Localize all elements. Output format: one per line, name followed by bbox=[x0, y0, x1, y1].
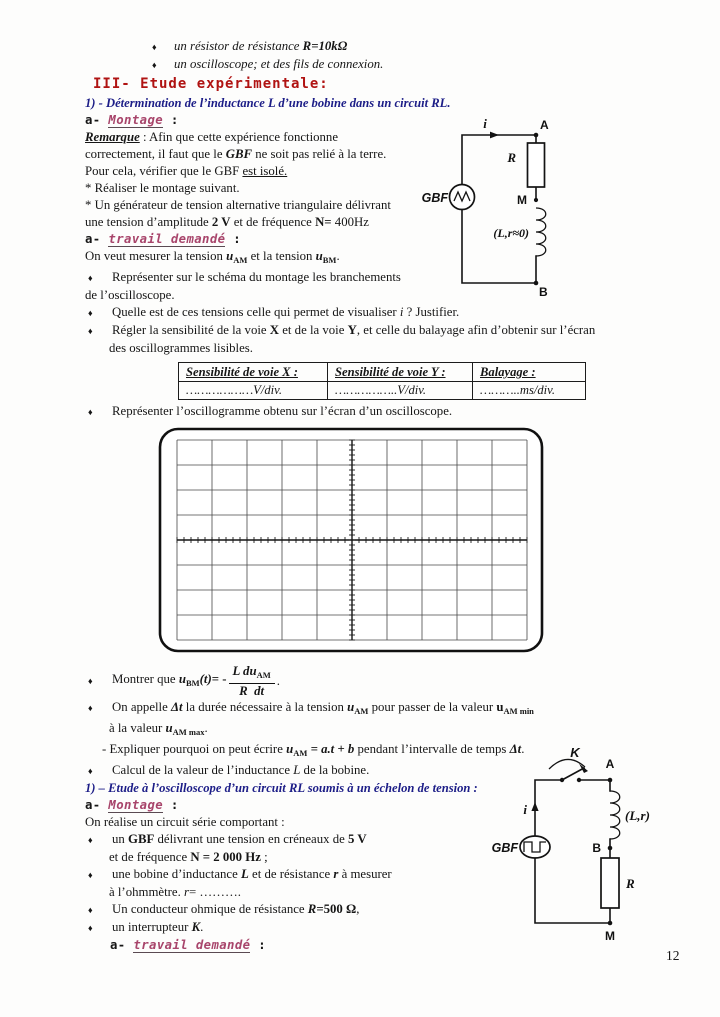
text-segment: un résistor de résistance bbox=[174, 39, 303, 53]
diamond-bullet-icon: ♦ bbox=[152, 60, 157, 70]
text-segment: un bbox=[112, 832, 128, 846]
inductor-label: (L,r) bbox=[625, 808, 650, 823]
text-segment: 1) – Etude à l’oscilloscope d’un circuit RL soumis à un échelon de tension : bbox=[85, 781, 478, 795]
text-segment: L bbox=[293, 763, 301, 777]
question-text bbox=[112, 762, 369, 779]
inductor-label: (L,r≈0) bbox=[493, 226, 529, 240]
text-segment: AM bbox=[256, 670, 271, 680]
text-segment: du bbox=[243, 664, 257, 678]
text-segment: AM bbox=[354, 706, 369, 716]
text-segment: N= bbox=[315, 215, 332, 229]
remark-line-3 bbox=[85, 163, 713, 180]
text-segment: r bbox=[183, 885, 189, 899]
diamond-bullet-icon: ♦ bbox=[88, 407, 93, 417]
text-segment: Y bbox=[347, 323, 357, 337]
travail-demande-subheading bbox=[85, 231, 713, 248]
diamond-bullet-icon: ♦ bbox=[152, 42, 157, 52]
text-segment: a- bbox=[110, 938, 134, 952]
switch-contact-left bbox=[560, 778, 564, 782]
oscilloscope-grid-figure bbox=[157, 426, 545, 654]
current-arrow-icon bbox=[490, 132, 499, 139]
text-segment: , et celle du balayage afin d’obtenir sur l’écran bbox=[356, 323, 596, 337]
text-segment: a- bbox=[85, 113, 109, 127]
text-segment: : bbox=[250, 938, 267, 952]
resistor-label: R bbox=[626, 876, 635, 891]
page-number: 12 bbox=[666, 948, 680, 963]
diamond-bullet-icon: ♦ bbox=[88, 905, 93, 915]
text-segment: à mesurer bbox=[338, 867, 392, 881]
text-segment: Montage bbox=[108, 113, 164, 127]
text-segment: : bbox=[225, 232, 242, 246]
text-segment: 1) - Détermination de l’inductance L d’une bobine dans un circuit RL. bbox=[85, 96, 451, 110]
table-value-balayage: ………..ms/div. bbox=[473, 382, 586, 400]
text-segment: 400Hz bbox=[331, 215, 369, 229]
node-b bbox=[608, 846, 613, 851]
text-segment: de l’oscilloscope. bbox=[85, 288, 175, 302]
text-segment: un oscilloscope; et des fils de connexion. bbox=[174, 57, 384, 71]
node-m bbox=[608, 921, 613, 926]
text-segment: GBF bbox=[128, 832, 155, 846]
table-header-voie-y: Sensibilité de voie Y : bbox=[328, 363, 473, 382]
text-segment: R bbox=[239, 684, 248, 698]
node-label-a: A bbox=[540, 118, 549, 132]
text-segment: r bbox=[333, 867, 339, 881]
text-segment: N = 2 000 Hz bbox=[190, 850, 261, 864]
current-arrow-icon bbox=[531, 802, 538, 811]
table-header-voie-x: Sensibilité de voie X : bbox=[179, 363, 328, 382]
remark-line-1 bbox=[85, 129, 713, 146]
diamond-bullet-icon: ♦ bbox=[88, 326, 93, 336]
question-montrer-formule bbox=[85, 665, 713, 698]
text-segment: pour passer de la valeur bbox=[368, 700, 497, 714]
diamond-bullet-icon: ♦ bbox=[88, 676, 93, 686]
text-segment: - Expliquer pourquoi on peut écrire bbox=[102, 742, 287, 756]
text-segment: . bbox=[336, 249, 340, 263]
text-segment: * Un générateur de tension alternative triangulaire délivrant bbox=[85, 198, 391, 212]
text-segment: L bbox=[241, 867, 249, 881]
oscilloscope-screen bbox=[157, 426, 713, 659]
gbf-label: GBF bbox=[421, 191, 448, 205]
diamond-bullet-icon: ♦ bbox=[88, 766, 93, 776]
table-value-row bbox=[179, 382, 586, 400]
text-segment: de la bobine. bbox=[300, 763, 370, 777]
text-segment: u bbox=[165, 721, 173, 735]
text-segment: X bbox=[269, 323, 280, 337]
node-label-b: B bbox=[539, 285, 548, 299]
diamond-bullet-icon: ♦ bbox=[88, 308, 93, 318]
node-b bbox=[534, 281, 539, 286]
text-segment: . bbox=[200, 920, 204, 934]
diamond-bullet-icon: ♦ bbox=[88, 870, 93, 880]
text-segment: a- bbox=[85, 798, 109, 812]
text-segment: u bbox=[286, 742, 294, 756]
diamond-bullet-icon: ♦ bbox=[88, 273, 93, 283]
text-segment: travail demandé bbox=[133, 938, 251, 952]
node-a bbox=[608, 778, 613, 783]
text-segment: L bbox=[232, 664, 244, 678]
text-segment: dt bbox=[254, 684, 265, 698]
text-segment: * Réaliser le montage suivant. bbox=[85, 181, 240, 195]
resistor-label: R bbox=[507, 150, 516, 165]
text-segment: : Afin que cette expérience fonctionne bbox=[139, 130, 339, 144]
text-segment: = ………. bbox=[188, 885, 241, 899]
text-segment: 2 V bbox=[211, 215, 231, 229]
text-segment: , bbox=[356, 902, 360, 916]
text-segment: a- bbox=[85, 232, 109, 246]
text-segment: = a.t + b bbox=[307, 742, 355, 756]
question-sensibilite-cont bbox=[109, 340, 713, 357]
text-segment: u bbox=[315, 249, 323, 263]
question-text bbox=[112, 304, 459, 321]
remark-line-2 bbox=[85, 146, 713, 163]
switch-contact-right bbox=[577, 778, 581, 782]
text-segment: AM min bbox=[503, 706, 534, 716]
question-text bbox=[112, 269, 401, 286]
node-label-b: B bbox=[592, 841, 601, 855]
node-label-a: A bbox=[605, 757, 615, 771]
generator-line-2 bbox=[85, 214, 713, 231]
text-segment: Δt bbox=[171, 700, 183, 714]
formula-suffix bbox=[277, 673, 280, 690]
text-segment: u bbox=[347, 700, 355, 714]
node-m bbox=[534, 198, 538, 202]
intro-item-text bbox=[174, 56, 383, 73]
text-segment: BM bbox=[185, 678, 200, 688]
table-header-row bbox=[179, 363, 586, 382]
question-text bbox=[112, 403, 452, 420]
text-segment: On veut mesurer la tension bbox=[85, 249, 227, 263]
node-label-m: M bbox=[605, 929, 615, 943]
switch-label: K bbox=[570, 745, 580, 760]
text-segment: et de fréquence bbox=[109, 850, 191, 864]
text-segment: travail demandé bbox=[108, 232, 226, 246]
text-segment: . bbox=[204, 721, 208, 735]
intro-item-text bbox=[174, 38, 347, 55]
circuit-diagram-rl-step bbox=[485, 744, 720, 949]
text-segment: =500 Ω bbox=[316, 902, 357, 916]
text-segment: à l’ohmmètre. bbox=[109, 885, 184, 899]
text-segment: On réalise un circuit série comportant : bbox=[85, 815, 285, 829]
question-branchements bbox=[85, 269, 713, 287]
text-segment: et de résistance bbox=[248, 867, 334, 881]
text-segment: AM bbox=[293, 748, 308, 758]
text-segment: la durée nécessaire à la tension bbox=[182, 700, 348, 714]
text-segment: =10kΩ bbox=[311, 39, 348, 53]
gbf-label: GBF bbox=[491, 841, 518, 855]
text-segment: Pour cela, vérifier que le GBF bbox=[85, 164, 243, 178]
item-text bbox=[112, 866, 392, 883]
text-segment: : bbox=[163, 113, 179, 127]
text-segment: ne soit pas relié à la terre. bbox=[252, 147, 387, 161]
text-segment: Remarque bbox=[85, 130, 140, 144]
item-text bbox=[112, 831, 367, 848]
text-segment: : bbox=[163, 798, 179, 812]
sensitivity-table bbox=[178, 362, 586, 400]
text-segment: = - bbox=[211, 672, 227, 686]
text-segment: GBF bbox=[225, 147, 253, 161]
text-segment: Régler la sensibilité de la voie bbox=[112, 323, 270, 337]
text-segment: et de la voie bbox=[279, 323, 348, 337]
text-segment: III- Etude expérimentale: bbox=[93, 76, 329, 92]
fraction-denominator bbox=[229, 684, 275, 699]
question-branchements-cont bbox=[85, 287, 713, 304]
text-segment: i bbox=[399, 305, 404, 319]
text-segment: AM bbox=[233, 255, 248, 265]
text-segment: (t) bbox=[199, 672, 212, 686]
generator-line-1 bbox=[85, 197, 713, 214]
fraction bbox=[229, 664, 275, 699]
diamond-bullet-icon: ♦ bbox=[88, 703, 93, 713]
current-label: i bbox=[523, 802, 527, 817]
item-text bbox=[112, 919, 203, 936]
text-segment: AM max bbox=[172, 727, 205, 737]
table-header-balayage: Balayage : bbox=[473, 363, 586, 382]
text-segment: Quelle est de ces tensions celle qui permet de visualiser bbox=[112, 305, 400, 319]
text-segment: R bbox=[302, 39, 312, 53]
question-delta-t-cont bbox=[109, 720, 713, 741]
node-a bbox=[534, 133, 539, 138]
text-segment: une bobine d’inductance bbox=[112, 867, 241, 881]
realiser-line bbox=[85, 180, 713, 197]
intro-item-oscilloscope bbox=[149, 56, 713, 74]
text-segment: correctement, il faut que le bbox=[85, 147, 226, 161]
text-segment: Calcul de la valeur de l’inductance bbox=[112, 763, 294, 777]
text-segment: BM bbox=[322, 255, 337, 265]
text-segment: K bbox=[191, 920, 201, 934]
formula-prefix bbox=[112, 671, 227, 692]
diamond-bullet-icon: ♦ bbox=[88, 923, 93, 933]
intro-item-resistor bbox=[149, 38, 713, 56]
fraction-numerator bbox=[229, 664, 275, 684]
text-segment: et la tension bbox=[247, 249, 316, 263]
question-sensibilite bbox=[85, 322, 713, 340]
section-heading-etude-experimentale bbox=[93, 74, 713, 95]
text-segment: pendant l’intervalle de temps bbox=[354, 742, 510, 756]
question-visualiser-i bbox=[85, 304, 713, 322]
text-segment: Montage bbox=[108, 798, 164, 812]
current-label: i bbox=[483, 116, 487, 131]
inductor-symbol bbox=[536, 208, 546, 256]
text-segment: u bbox=[178, 672, 186, 686]
table-value-voie-y: ……………..V/div. bbox=[328, 382, 473, 400]
generator-symbol bbox=[450, 185, 475, 210]
montage-subheading bbox=[85, 112, 713, 129]
table-value-voie-x: ………………V/div. bbox=[179, 382, 328, 400]
node-label-m: M bbox=[517, 193, 527, 207]
text-segment: Δt bbox=[509, 742, 522, 756]
text-segment: délivrant une tension en créneaux de bbox=[154, 832, 348, 846]
diamond-bullet-icon: ♦ bbox=[88, 835, 93, 845]
text-segment: . bbox=[521, 742, 525, 756]
text-segment: . bbox=[276, 674, 280, 688]
inductor-symbol bbox=[610, 791, 620, 839]
text-segment: ; bbox=[260, 850, 268, 864]
text-segment: Représenter sur le schéma du montage les branchements bbox=[112, 270, 401, 284]
text-segment: des oscillogrammes lisibles. bbox=[109, 341, 253, 355]
resistor-symbol bbox=[528, 143, 545, 187]
resistor-symbol bbox=[601, 858, 619, 908]
subsection-heading-determination bbox=[85, 95, 713, 112]
question-delta-t bbox=[85, 699, 713, 720]
text-segment: u bbox=[226, 249, 234, 263]
question-text bbox=[112, 699, 534, 720]
item-text bbox=[112, 901, 359, 918]
text-segment: Un conducteur ohmique de résistance bbox=[112, 902, 308, 916]
text-segment: un interrupteur bbox=[112, 920, 192, 934]
question-oscillogramme bbox=[85, 403, 713, 421]
text-segment: et de fréquence bbox=[230, 215, 316, 229]
text-segment: Représenter l’oscillogramme obtenu sur l’écran d’un oscilloscope. bbox=[112, 404, 453, 418]
text-segment: ? Justifier. bbox=[403, 305, 460, 319]
circuit-diagram-rl-triangular bbox=[413, 116, 561, 300]
text-segment: une tension d’amplitude bbox=[85, 215, 212, 229]
text-segment: On appelle bbox=[112, 700, 171, 714]
mesure-line bbox=[85, 248, 713, 269]
text-segment: R bbox=[307, 902, 317, 916]
text-segment: Montrer que bbox=[112, 672, 179, 686]
question-text bbox=[112, 322, 595, 339]
text-segment: 5 V bbox=[347, 832, 367, 846]
text-segment: est isolé. bbox=[242, 164, 288, 178]
text-segment: u bbox=[496, 700, 504, 714]
switch-blade bbox=[562, 768, 584, 780]
text-segment: à la valeur bbox=[109, 721, 166, 735]
